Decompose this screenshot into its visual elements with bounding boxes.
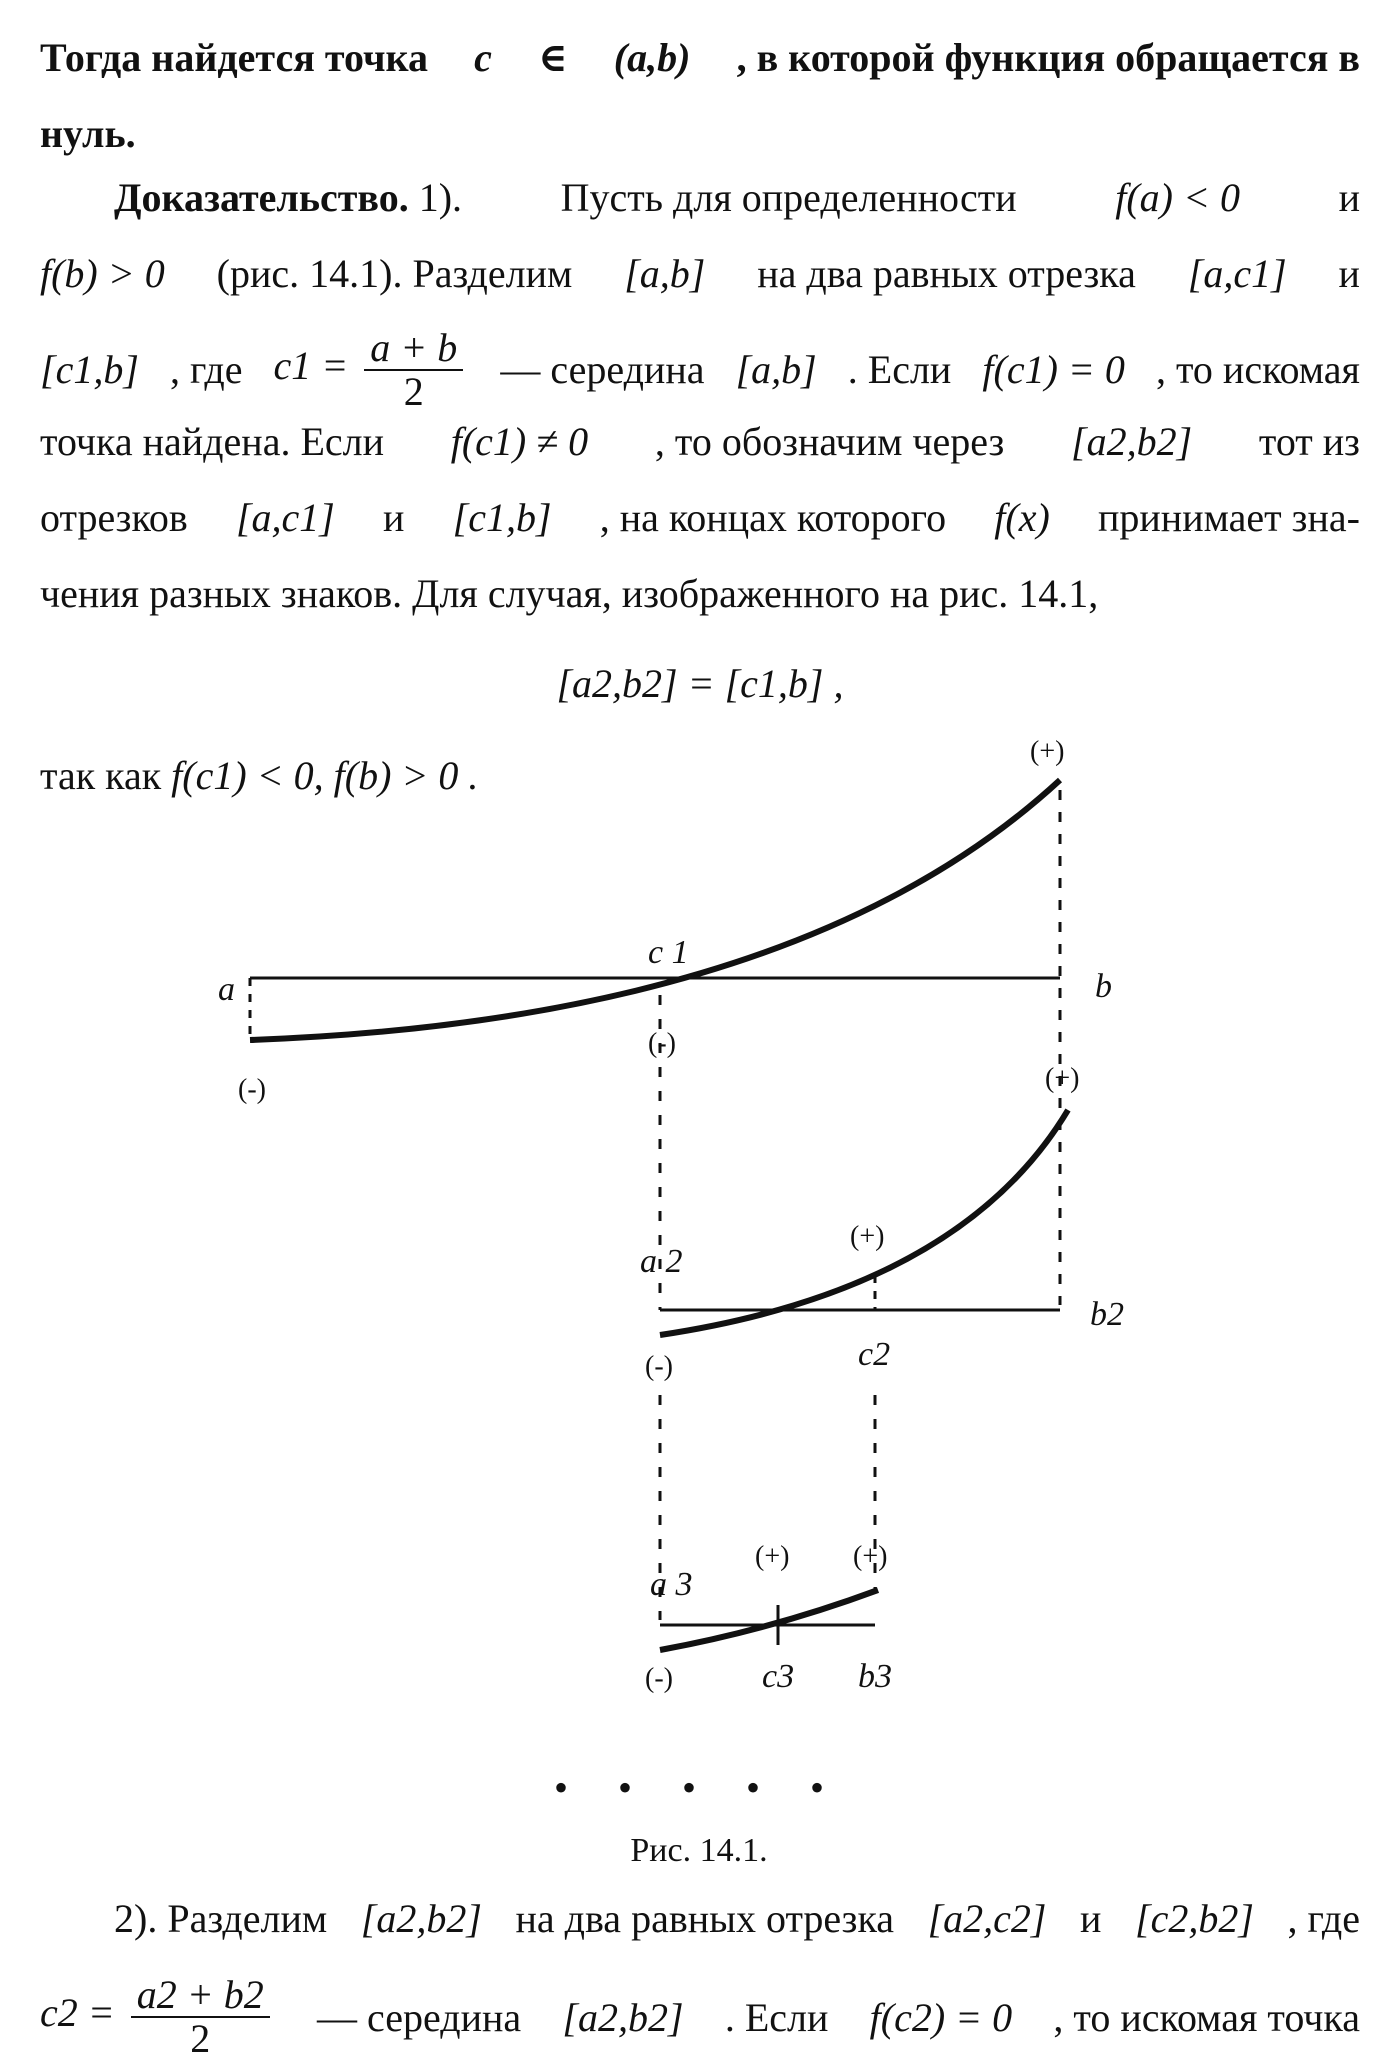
function-fx: f(x) (994, 495, 1050, 540)
bottom-line-1 (40, 1895, 1360, 1971)
bottom-text-2b: . Если (724, 1994, 829, 2040)
in-symbol: ∈ (538, 35, 568, 80)
proof-text-1: Пусть для определенности (560, 175, 1017, 220)
condition-fb-pos: f(b) > 0 . (333, 753, 479, 798)
proof-text-3b: — середина (500, 346, 705, 392)
proof-line-1 (40, 172, 1360, 248)
condition-fc1-neg: f(c1) < 0, (171, 753, 324, 798)
point-c: c (474, 35, 492, 80)
sign-minus-a2: (-) (645, 1351, 673, 1382)
sign-plus-b2: (+) (1045, 1063, 1080, 1094)
proof-text-4c: тот из (1258, 419, 1360, 464)
top-line-2: нуль. (40, 111, 136, 156)
curve-level-2 (660, 1110, 1068, 1335)
proof-text-3a: , где (169, 346, 243, 392)
proof-line-2 (40, 248, 1360, 324)
and-1: и (1338, 175, 1360, 220)
sign-minus-a3: (-) (645, 1663, 673, 1694)
segment-a2-b2-3: [a2,b2] (562, 1994, 684, 2040)
segment-c1-b: [c1,b] (40, 346, 139, 392)
label-c2: c2 (858, 1336, 891, 1373)
proof-text-5c: принимает зна- (1097, 495, 1360, 540)
condition-fb: f(b) > 0 (40, 251, 165, 296)
label-b3: b3 (858, 1658, 892, 1695)
and-3: и (383, 495, 405, 540)
proof-text-4a: точка найдена. Если (40, 419, 385, 464)
sign-plus-b: (+) (1030, 736, 1065, 767)
figure-caption: Рис. 14.1. (630, 1832, 768, 1869)
proof-text-2b: на два равных отрезка (757, 251, 1136, 296)
condition-fc1-zero: f(c1) = 0 (982, 346, 1125, 392)
proof-text-5b: , на концах которого (599, 495, 947, 540)
top-line-1 (40, 32, 1360, 108)
proof-line-4 (40, 416, 1360, 492)
proof-text-5a: отрезков (40, 495, 188, 540)
proof-heading: Доказательство. (114, 175, 409, 220)
fraction-c1-numerator: a + b (364, 327, 463, 371)
fraction-c1-denominator: 2 (403, 369, 424, 414)
and-4: и (1080, 1896, 1102, 1941)
ellipsis-dots: • • • • • (553, 1765, 845, 1810)
proof-text-3d: , то искомая (1155, 346, 1360, 392)
step-number-1: 1). (418, 175, 463, 220)
c2-definition: c2 = (40, 1990, 115, 2036)
paragraph-bottom (40, 1895, 1360, 2063)
bottom-text-2c: , то искомая точка (1053, 1994, 1360, 2040)
open-interval-ab: (a,b) (613, 35, 691, 80)
bottom-text-1a: Разделим (167, 1896, 328, 1941)
top-text-post: , в которой функция обращается в (736, 35, 1360, 80)
segment-ab-2: [a,b] (735, 346, 817, 392)
paragraph-top (40, 32, 1360, 826)
proof-line-6: чения разных знаков. Для случая, изображенного на рис. 14.1, (40, 571, 1099, 616)
sign-plus-c3: (+) (755, 1541, 790, 1572)
segment-c2-b2: [c2,b2] (1135, 1896, 1254, 1941)
c1-definition: c1 = (273, 343, 349, 389)
bottom-line-2 (40, 1971, 1360, 2063)
segment-a2-b2-2: [a2,b2] (360, 1896, 482, 1941)
label-a2: a 2 (640, 1243, 683, 1280)
and-2: и (1338, 251, 1360, 296)
bottom-text-1b: на два равных отрезка (515, 1896, 895, 1941)
sign-plus-b3: (+) (853, 1541, 888, 1572)
label-a3: a 3 (650, 1566, 693, 1603)
proof-line-3 (40, 324, 1360, 416)
sign-minus-a: (-) (238, 1074, 266, 1105)
top-text-pre: Тогда найдется точка (40, 35, 428, 80)
sign-minus-c1: (-) (648, 1028, 676, 1059)
segment-a2-c2: [a2,c2] (927, 1896, 1047, 1941)
proof-text-4b: , то обозначим через (654, 419, 1005, 464)
proof-text-7: так как (40, 753, 162, 798)
proof-line-5 (40, 492, 1360, 568)
fraction-c2-denominator: 2 (190, 2016, 211, 2061)
segment-c1-b-2: [c1,b] (452, 495, 552, 540)
curve-level-3 (660, 1590, 878, 1650)
condition-fc1-nonzero: f(c1) ≠ 0 (450, 419, 589, 464)
label-b: b (1095, 968, 1112, 1005)
label-b2: b2 (1090, 1296, 1124, 1333)
formula-a2b2: [a2,b2] = [c1,b] , (556, 661, 844, 706)
condition-fc2-zero: f(c2) = 0 (869, 1994, 1013, 2040)
fraction-c1 (364, 327, 463, 413)
fraction-c2-numerator: a2 + b2 (131, 1974, 270, 2018)
segment-a-c1-2: [a,c1] (235, 495, 335, 540)
sign-plus-c2: (+) (850, 1221, 885, 1252)
proof-text-3c: . Если (847, 346, 952, 392)
label-c1: c 1 (648, 934, 689, 971)
proof-line-7 (40, 750, 1360, 826)
segment-ab: [a,b] (624, 251, 706, 296)
segment-a-c1: [a,c1] (1187, 251, 1287, 296)
bottom-text-2a: — середина (317, 1994, 522, 2040)
step-number-2: 2). (114, 1896, 158, 1941)
proof-text-2a: (рис. 14.1). Разделим (216, 251, 573, 296)
bottom-text-1c: , где (1287, 1896, 1360, 1941)
condition-fa: f(a) < 0 (1115, 175, 1240, 220)
segment-a2-b2: [a2,b2] (1071, 419, 1193, 464)
fraction-c2 (131, 1974, 270, 2060)
label-c3: c3 (762, 1658, 795, 1695)
label-a: a (218, 971, 235, 1008)
